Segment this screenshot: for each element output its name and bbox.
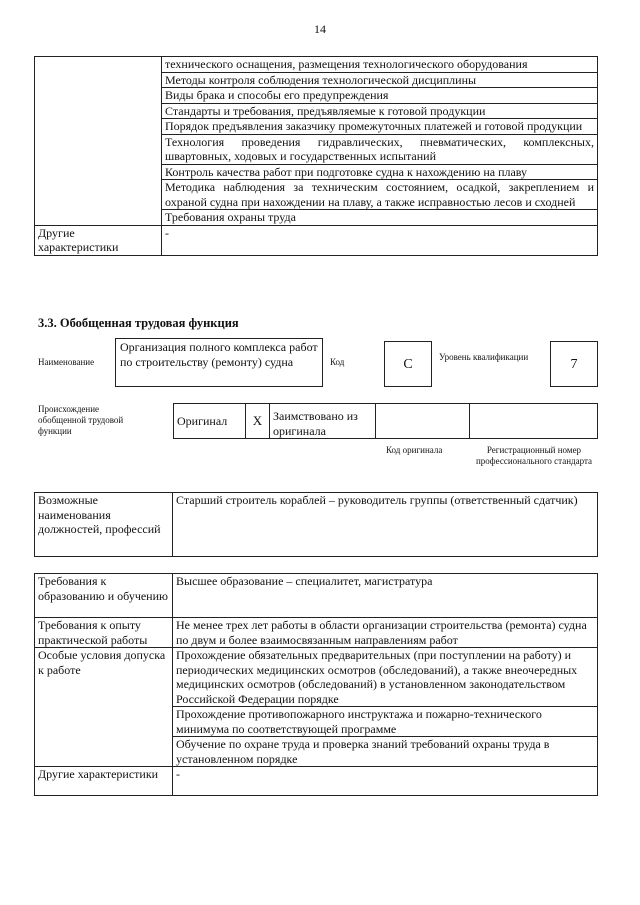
level-value: 7 — [550, 341, 598, 387]
knowledge-item: Контроль качества работ при подготовке судна к нахождению на плаву — [162, 164, 598, 180]
experience-label: Требования к опыту практической работы — [35, 618, 173, 648]
registration-number-cell — [470, 404, 598, 439]
experience-value: Не менее трех лет работы в области организации строительства (ремонта) судна по двум и более взаимосвязанным направлениям работ — [173, 618, 598, 648]
other-characteristics-value: - — [173, 767, 598, 796]
positions-label: Возможные наименования должностей, профессий — [35, 493, 173, 557]
knowledge-item: Порядок предъявления заказчику промежуточных платежей и готовой продукции — [162, 119, 598, 135]
special-condition-item: Обучение по охране труда и проверка знаний требований охраны труда в установленном порядке — [173, 737, 598, 767]
special-condition-item: Прохождение противопожарного инструктажа и пожарно-технического минимума по соответствующей программе — [173, 707, 598, 737]
knowledge-item: Стандарты и требования, предъявляемые к готовой продукции — [162, 103, 598, 119]
knowledge-item: Методика наблюдения за техническим состоянием, осадкой, закреплением и охраной судна при нахождении на плаву, а также исправностью лесов и сходней — [162, 180, 598, 210]
code-caption: Код оригинала — [386, 445, 443, 455]
page-number: 14 — [314, 22, 326, 36]
knowledge-item: Виды брака и способы его предупреждения — [162, 88, 598, 104]
education-value: Высшее образование – специалитет, магистратура — [173, 574, 598, 618]
origin-table — [173, 403, 598, 439]
code-label: Код — [330, 357, 345, 367]
positions-table — [34, 492, 598, 557]
knowledge-item: Технология проведения гидравлических, пневматических, комплексных, швартовных, ходовых и государственных испытаний — [162, 134, 598, 164]
borrowed-label: Заимствовано из оригинала — [270, 404, 376, 439]
level-label: Уровень квалификации — [439, 352, 529, 362]
section-title: 3.3. Обобщенная трудовая функция — [38, 316, 239, 330]
positions-value: Старший строитель кораблей – руководитель группы (ответственный сдатчик) — [173, 493, 598, 557]
education-label: Требования к образованию и обучению — [35, 574, 173, 618]
original-label: Оригинал — [174, 404, 246, 439]
name-label: Наименование — [38, 357, 95, 367]
other-characteristics-value: - — [162, 225, 598, 255]
original-code-cell — [376, 404, 470, 439]
knowledge-item: Требования охраны труда — [162, 210, 598, 226]
other-characteristics-label: Другие характеристики — [35, 767, 173, 796]
requirements-table — [34, 573, 598, 796]
knowledge-item: технического оснащения, размещения технологического оборудования — [162, 57, 598, 73]
original-mark: Х — [246, 404, 270, 439]
knowledge-item: Методы контроля соблюдения технологической дисциплины — [162, 72, 598, 88]
function-name: Организация полного комплекса работ по строительству (ремонту) судна — [115, 338, 323, 387]
origin-label: Происхождение обобщенной трудовой функции — [38, 404, 124, 436]
special-conditions-label: Особые условия допуска к работе — [35, 648, 173, 767]
knowledge-table — [34, 56, 598, 256]
other-characteristics-label: Другие характеристики — [35, 225, 162, 255]
code-value: С — [384, 341, 432, 387]
reg-caption: Регистрационный номер профессионального стандарта — [475, 445, 593, 466]
knowledge-label-cell — [35, 57, 162, 226]
special-condition-item: Прохождение обязательных предварительных (при поступлении на работу) и периодических медицинских осмотров (обследований), а также внеочередных медицинских осмотров (обследований) в установленном законодательством Российской Федерации порядке — [173, 648, 598, 707]
